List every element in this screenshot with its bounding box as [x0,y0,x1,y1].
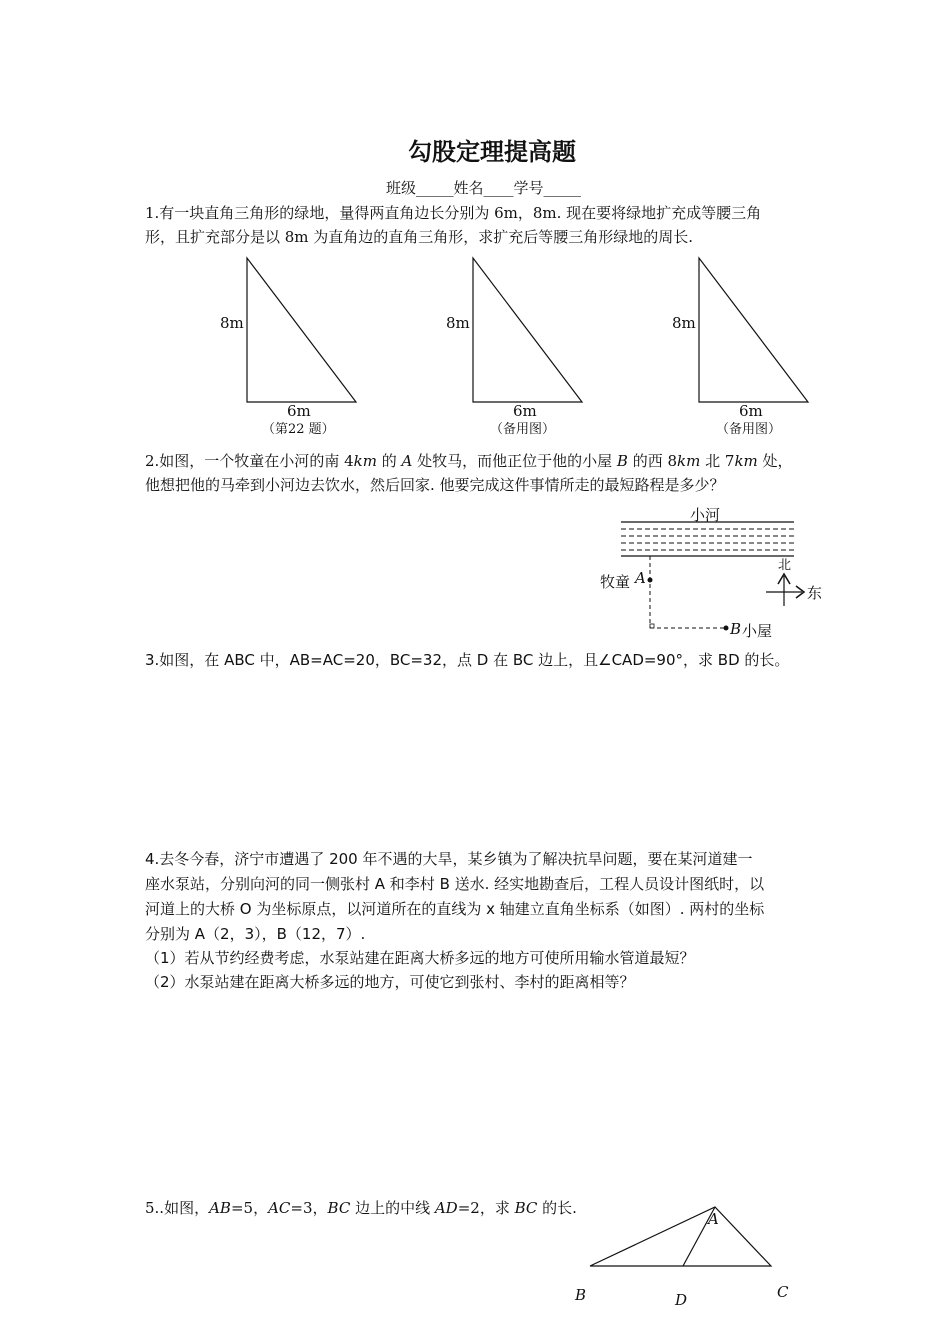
q2-river-label: 小河 [690,506,721,524]
q2-text-e: 北 7 [700,452,735,470]
q2-text-c: 处牧马，而他正位于他的小屋 [412,452,617,470]
q5-vertex-b: B [575,1286,587,1304]
q4-sub1: （1）若从节约经费考虑，水泵站建在距离大桥多远的地方可使所用输水管道最短？ [145,949,695,967]
q2-point-a: A [401,452,413,470]
q2-unit-km-2: km [677,452,701,470]
q1-figures [200,252,840,442]
q5-vertex-c: C [777,1283,789,1301]
q1-fig3-horizontal-label: 6m [739,402,763,420]
q2-text-a: 2.如图，一个牧童在小河的南 4 [145,452,354,470]
q5-text-p6: 的长. [537,1199,577,1217]
q5-text-p3: =3， [290,1199,328,1217]
q5-seg-bc: BC [327,1199,351,1217]
q2-text-f: 处， [757,452,793,470]
q5-text-p5: =2，求 [457,1199,515,1217]
q1-fig2-caption: （备用图） [490,422,556,437]
q4-line3: 河道上的大桥 O 为坐标原点，以河道所在的直线为 x 轴建立直角坐标系（如图）. 两村的坐标 [145,900,765,918]
q5-text [145,1196,577,1220]
q5-figure [565,1200,805,1320]
q2-boy-label: 牧童 [600,573,631,591]
q2-text-b: 的 [376,452,402,470]
q5-text-p2: =5， [230,1199,269,1217]
q5-text-p4: 边上的中线 [350,1199,435,1217]
q4-line2: 座水泵站，分别向河的同一侧张村 A 和李村 B 送水. 经实地勘查后，工程人员设计图纸时，以 [145,875,765,893]
q1-fig2-horizontal-label: 6m [513,402,537,420]
q5-seg-bc-2: BC [514,1199,538,1217]
q1-fig1-horizontal-label: 6m [287,402,311,420]
q2-text-d: 的西 8 [627,452,678,470]
q4-sub2: （2）水泵站建在距离大桥多远的地方，可使它到张村、李村的距离相等？ [145,973,635,991]
q1-line2: 形，且扩充部分是以 8m 为直角边的直角三角形，求扩充后等腰三角形绿地的周长. [145,228,694,246]
q2-house-label: 小屋 [742,622,773,640]
q2-figure [596,500,836,640]
q1-line1: 1.有一块直角三角形的绿地，量得两直角边长分别为 6m，8m. 现在要将绿地扩充成等腰三角 [145,204,762,222]
q2-line1 [145,449,793,473]
q5-seg-ad: AD [434,1199,458,1217]
q1-fig3-vertical-label: 8m [672,314,696,332]
q2-east-label: 东 [807,584,823,602]
q2-unit-km: km [353,452,377,470]
q1-fig3-caption: （备用图） [716,422,782,437]
q4-line4: 分别为 A（2，3），B（12，7）. [145,925,366,943]
page-title: 勾股定理提高题 [408,138,576,166]
q1-triangle-figure-3 [652,252,822,412]
q5-seg-ab: AB [209,1199,231,1217]
q1-fig1-vertical-label: 8m [220,314,244,332]
q2-point-b: B [616,452,628,470]
student-info-line: 班级_____姓名____学号_____ [386,179,582,197]
q2-point-a-label: A [635,569,646,587]
q5-point-d: D [675,1291,688,1309]
q2-point-b-label: B [730,620,742,638]
q1-triangle-figure-1 [200,252,370,412]
q1-fig1-caption: （第22 题） [262,422,335,437]
q5-vertex-a: A [708,1210,719,1228]
q5-seg-ac: AC [268,1199,291,1217]
q4-line1: 4.去冬今春，济宁市遭遇了 200 年不遇的大旱，某乡镇为了解决抗旱问题，要在某河道建一 [145,850,753,868]
q1-fig2-vertical-label: 8m [446,314,470,332]
q1-triangle-figure-2 [426,252,596,412]
q2-north-label: 北 [778,558,792,573]
q2-unit-km-3: km [734,452,758,470]
q5-text-p1: 5..如图， [145,1199,210,1217]
q3-text: 3.如图，在 ABC 中，AB=AC=20，BC=32，点 D 在 BC 边上，且∠CAD=90°，求 BD 的长。 [145,651,790,669]
q2-line2: 他想把他的马牵到小河边去饮水，然后回家. 他要完成这件事情所走的最短路程是多少？ [145,476,725,494]
